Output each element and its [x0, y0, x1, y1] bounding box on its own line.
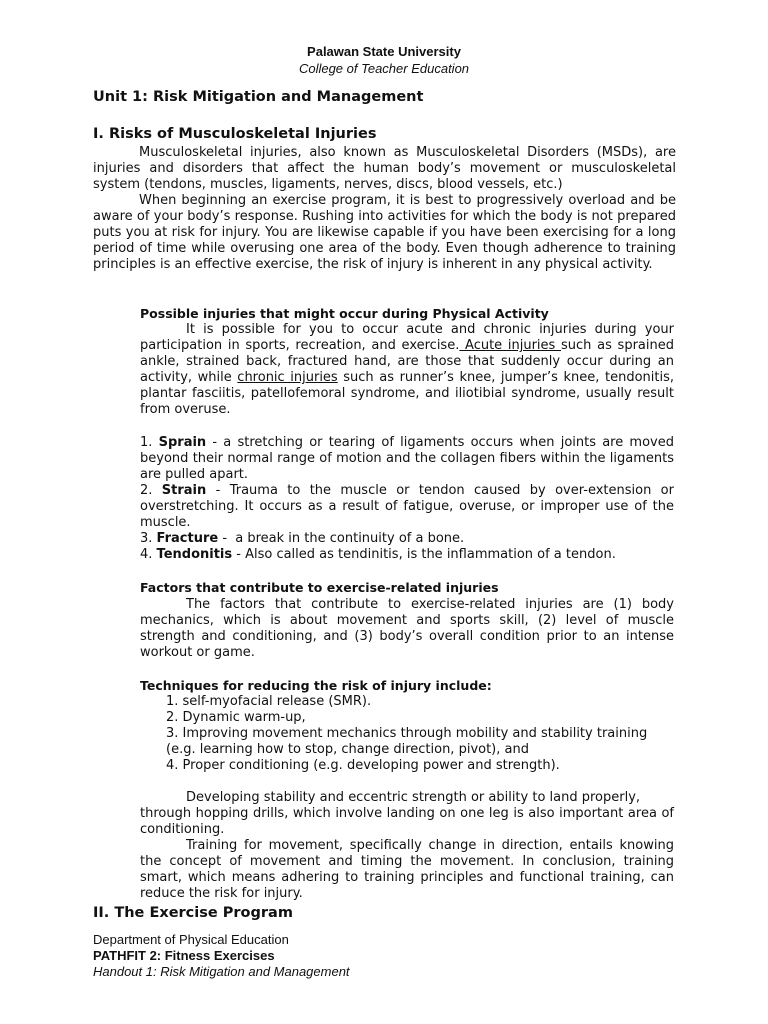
technique-item: 1. self-myofacial release (SMR).	[166, 694, 372, 709]
technique-item: 3. Improving movement mechanics through mobility and stability training (e.g. learning how to stop, change direction, pivot), and	[166, 726, 648, 757]
factors-paragraph: The factors that contribute to exercise-related injuries are (1) body mechanics, which is about movement and sports skill, (2) level of muscle strength and conditioning, and (3) body’s overall condition prior to an intense workout or game.	[140, 597, 674, 660]
injury-description: - a break in the continuity of a bone.	[218, 531, 465, 546]
list-number: 1.	[140, 435, 159, 450]
section1-paragraph-1: Musculoskeletal injuries, also known as Musculoskeletal Disorders (MSDs), are injuries and disorders that affect the human body’s movement or musculoskeletal system (tendons, muscles, ligaments, nerves, discs, blood vessels, etc.)	[93, 145, 676, 192]
injury-item-strain	[140, 483, 674, 531]
list-number: 2.	[140, 483, 162, 498]
possible-injuries-text-c: such as runner’s knee, jumper’s knee, tendonitis, plantar fasciitis, patellofemoral syndrome, and iliotibial syndrome, usually result from overuse.	[140, 370, 674, 417]
technique-item: 4. Proper conditioning (e.g. developing power and strength).	[166, 758, 560, 773]
injury-term: Tendonitis	[156, 547, 233, 562]
closing-paragraph-1-rest: through hopping drills, which involve landing on one leg is also important area of conditioning.	[140, 806, 674, 837]
unit-title: Unit 1: Risk Mitigation and Management	[93, 89, 424, 105]
injury-term: Strain	[161, 483, 207, 498]
section1-paragraph-2: When beginning an exercise program, it is best to progressively overload and be aware of your body’s response. Rushing into activities for which the body is not prepared puts you at risk for injury. You are likewise capable if you have been exercising for a long period of time while overusing one area of the body. Even though adherence to training principles is an effective exercise, the risk of injury is inherent in any physical activity.	[93, 193, 676, 272]
list-number: 4.	[140, 547, 157, 562]
closing-paragraph-1	[140, 790, 674, 838]
injury-item-sprain	[140, 435, 674, 483]
injury-description: - Trauma to the muscle or tendon caused by over-extension or overstretching. It occurs as a result of fatigue, overuse, or improper use of the muscle.	[140, 483, 674, 530]
list-number: 3.	[140, 531, 157, 546]
college-name: College of Teacher Education	[298, 61, 470, 76]
closing-paragraph-1-first-line: Developing stability and eccentric strength or ability to land properly,	[186, 790, 641, 805]
techniques-list	[166, 694, 674, 774]
footer-department: Department of Physical Education	[93, 932, 289, 947]
possible-injuries-heading: Possible injuries that might occur during Physical Activity	[140, 306, 549, 321]
injury-item-tendonitis	[140, 547, 674, 563]
technique-item: 2. Dynamic warm-up,	[166, 710, 306, 725]
possible-injuries-paragraph	[140, 322, 674, 418]
injury-list	[140, 435, 674, 563]
possible-injuries-text-b: such as sprained ankle, strained back, fractured hand, are those that suddenly occur during an activity, while	[140, 338, 674, 385]
section1-title: I. Risks of Musculoskeletal Injuries	[93, 126, 377, 142]
closing-paragraph-2: Training for movement, specifically change in direction, entails knowing the concept of movement and timing the movement. In conclusion, training smart, which means adhering to training principles and functional training, can reduce the risk for injury.	[140, 838, 674, 901]
injury-description: - Also called as tendinitis, is the inflammation of a tendon.	[232, 547, 616, 562]
footer-course: PATHFIT 2: Fitness Exercises	[93, 948, 275, 963]
acute-injuries-term: Acute injuries	[459, 338, 562, 353]
factors-heading: Factors that contribute to exercise-related injuries	[140, 580, 499, 595]
injury-term: Sprain	[158, 435, 207, 450]
chronic-injuries-term: chronic injuries	[237, 370, 338, 385]
university-name: Palawan State University	[307, 44, 461, 59]
possible-injuries-text-a: It is possible for you to occur acute and chronic injuries during your participation in sports, recreation, and exercise.	[140, 322, 674, 353]
footer-handout: Handout 1: Risk Mitigation and Management	[93, 964, 350, 979]
injury-item-fracture	[140, 531, 674, 547]
section2-title: II. The Exercise Program	[93, 905, 293, 921]
techniques-heading: Techniques for reducing the risk of injury include:	[140, 678, 492, 693]
injury-description: - a stretching or tearing of ligaments occurs when joints are moved beyond their normal range of motion and the collagen fibers within the ligaments are pulled apart.	[140, 435, 674, 482]
injury-term: Fracture	[156, 531, 219, 546]
